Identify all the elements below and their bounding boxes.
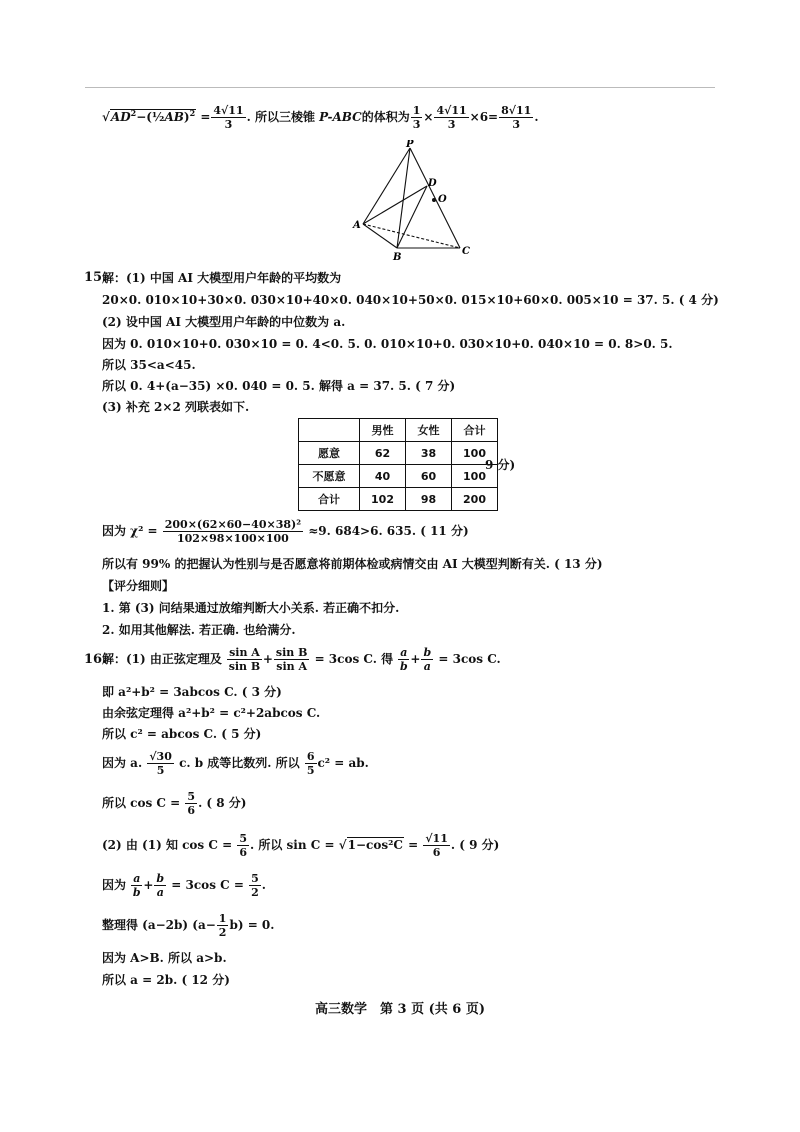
p16-line-6: 所以 cos C = $\frac{5}{6}$ . ( 8 分) <box>102 790 247 817</box>
p16-line-9: 整理得 (a−2b) (a− $\frac{1}{2}$ b) = 0. <box>102 912 275 939</box>
p15-line-5: 所以 35<a<45. <box>102 358 196 372</box>
edge-PC <box>410 148 460 248</box>
table-row <box>299 442 498 465</box>
p15-line-4: 因为 0. 010×10+0. 030×10 = 0. 4<0. 5. 0. 010×10+0. 030×10+0. 040×10 = 0. 8>0. 5. <box>102 337 673 351</box>
table-cell: 200 <box>452 488 498 511</box>
label-D: D <box>428 178 437 189</box>
table-header-cell: 合计 <box>452 419 498 442</box>
p16-line-5: 因为 a. $\frac{√30}{5}$ c. b 成等比数列. 所以 $\frac{6}{5}$ c² = ab. <box>102 750 369 777</box>
p16-line-1: 解：(1) 由正弦定理及 $\frac{\text{sin A}}{\text{sin B}}$ + $\frac{\text{sin B}}{\text{sin A}}$ = 3cos C. 得 $\frac{a}{b}$ + $\frac{b}{a}$ = 3cos C. <box>102 646 501 673</box>
table-cell: 合计 <box>299 488 360 511</box>
problem-16-number: 16. <box>84 652 107 667</box>
table-score: 9 分) <box>485 458 516 472</box>
table-cell: 38 <box>406 442 452 465</box>
table-cell: 98 <box>406 488 452 511</box>
table-row <box>299 465 498 488</box>
p15-line-3: (2) 设中国 AI 大模型用户年龄的中位数为 a. <box>102 315 346 329</box>
p15-line-1: 解：(1) 中国 AI 大模型用户年龄的平均数为 <box>102 271 342 285</box>
table-cell: 60 <box>406 465 452 488</box>
table-cell <box>299 419 360 442</box>
table-cell: 62 <box>360 442 406 465</box>
table-cell: 40 <box>360 465 406 488</box>
label-B: B <box>393 252 402 262</box>
label-P: P <box>406 140 414 150</box>
p16-line-7: (2) 由 (1) 知 cos C = $\frac{5}{6}$ . 所以 sin C = √1−cos²C = $\frac{√11}{6}$ . ( 9 分) <box>102 832 500 859</box>
top-rule <box>85 87 715 88</box>
label-A: A <box>353 220 361 231</box>
edge-AB <box>363 224 397 248</box>
problem-15-number: 15. <box>84 270 107 285</box>
p16-line-11: 所以 a = 2b. ( 12 分) <box>102 973 230 987</box>
p15-line-7: (3) 补充 2×2 列联表如下. <box>102 400 250 414</box>
table-cell: 100 <box>452 465 498 488</box>
p15-line-2: 20×0. 010×10+30×0. 030×10+40×0. 040×10+50×0. 015×10+60×0. 005×10 = 37. 5. ( 4 分) <box>102 293 719 307</box>
point-O <box>432 198 436 202</box>
edge-AC-hidden <box>363 224 460 248</box>
p16-line-3: 由余弦定理得 a²+b² = c²+2abcos C. <box>102 706 321 720</box>
edge-PA <box>363 148 410 224</box>
p16-line-4: 所以 c² = abcos C. ( 5 分) <box>102 727 262 741</box>
p16-line-8: 因为 $\frac{a}{b}$ + $\frac{b}{a}$ = 3cos C = $\frac{5}{2}$ . <box>102 872 266 899</box>
label-C: C <box>462 246 470 257</box>
table-cell: 102 <box>360 488 406 511</box>
table-row <box>299 419 498 442</box>
page-footer: 高三数学 第 3 页 (共 6 页) <box>314 1002 486 1017</box>
p15-line-6: 所以 0. 4+(a−35) ×0. 040 = 0. 5. 解得 a = 37. 5. ( 7 分) <box>102 379 456 393</box>
p15-line-10: 【评分细则】 <box>102 579 175 593</box>
p16-line-2: 即 a²+b² = 3abcos C. ( 3 分) <box>102 685 282 699</box>
table-header-cell: 男性 <box>360 419 406 442</box>
p15-chi-square: 因为 χ² = $\frac{\text{200×(62×60−40×38)²}}{102\times 98\times 100\times 100}$ ≈9. 684>6. 635. ( 11 分) <box>102 518 469 545</box>
label-O: O <box>438 194 447 205</box>
table-cell: 不愿意 <box>299 465 360 488</box>
table-row <box>299 488 498 511</box>
table-header-cell: 女性 <box>406 419 452 442</box>
table-cell: 愿意 <box>299 442 360 465</box>
table-cell: 100 <box>452 442 498 465</box>
pyramid-figure <box>345 140 475 262</box>
p15-line-9: 所以有 99% 的把握认为性别与是否愿意将前期体检或病情交由 AI 大模型判断有关. ( 13 分) <box>102 557 603 571</box>
p16-line-10: 因为 A>B. 所以 a>b. <box>102 951 227 965</box>
p15-line-12: 2. 如用其他解法. 若正确. 也给满分. <box>102 623 296 637</box>
p15-line-11: 1. 第 (3) 问结果通过放缩判断大小关系. 若正确不扣分. <box>102 601 400 615</box>
contingency-table <box>298 418 498 511</box>
p14-volume-line: $√AD^2-(\frac{1}{2}AB)^2$ = $\frac{4√11}{3}$ . 所以三棱锥 P-ABC的体积为 $\frac{1}{3}$ × $\frac{4√11}{3}$ ×6= $\frac{8√11}{3}$ . <box>102 104 539 131</box>
